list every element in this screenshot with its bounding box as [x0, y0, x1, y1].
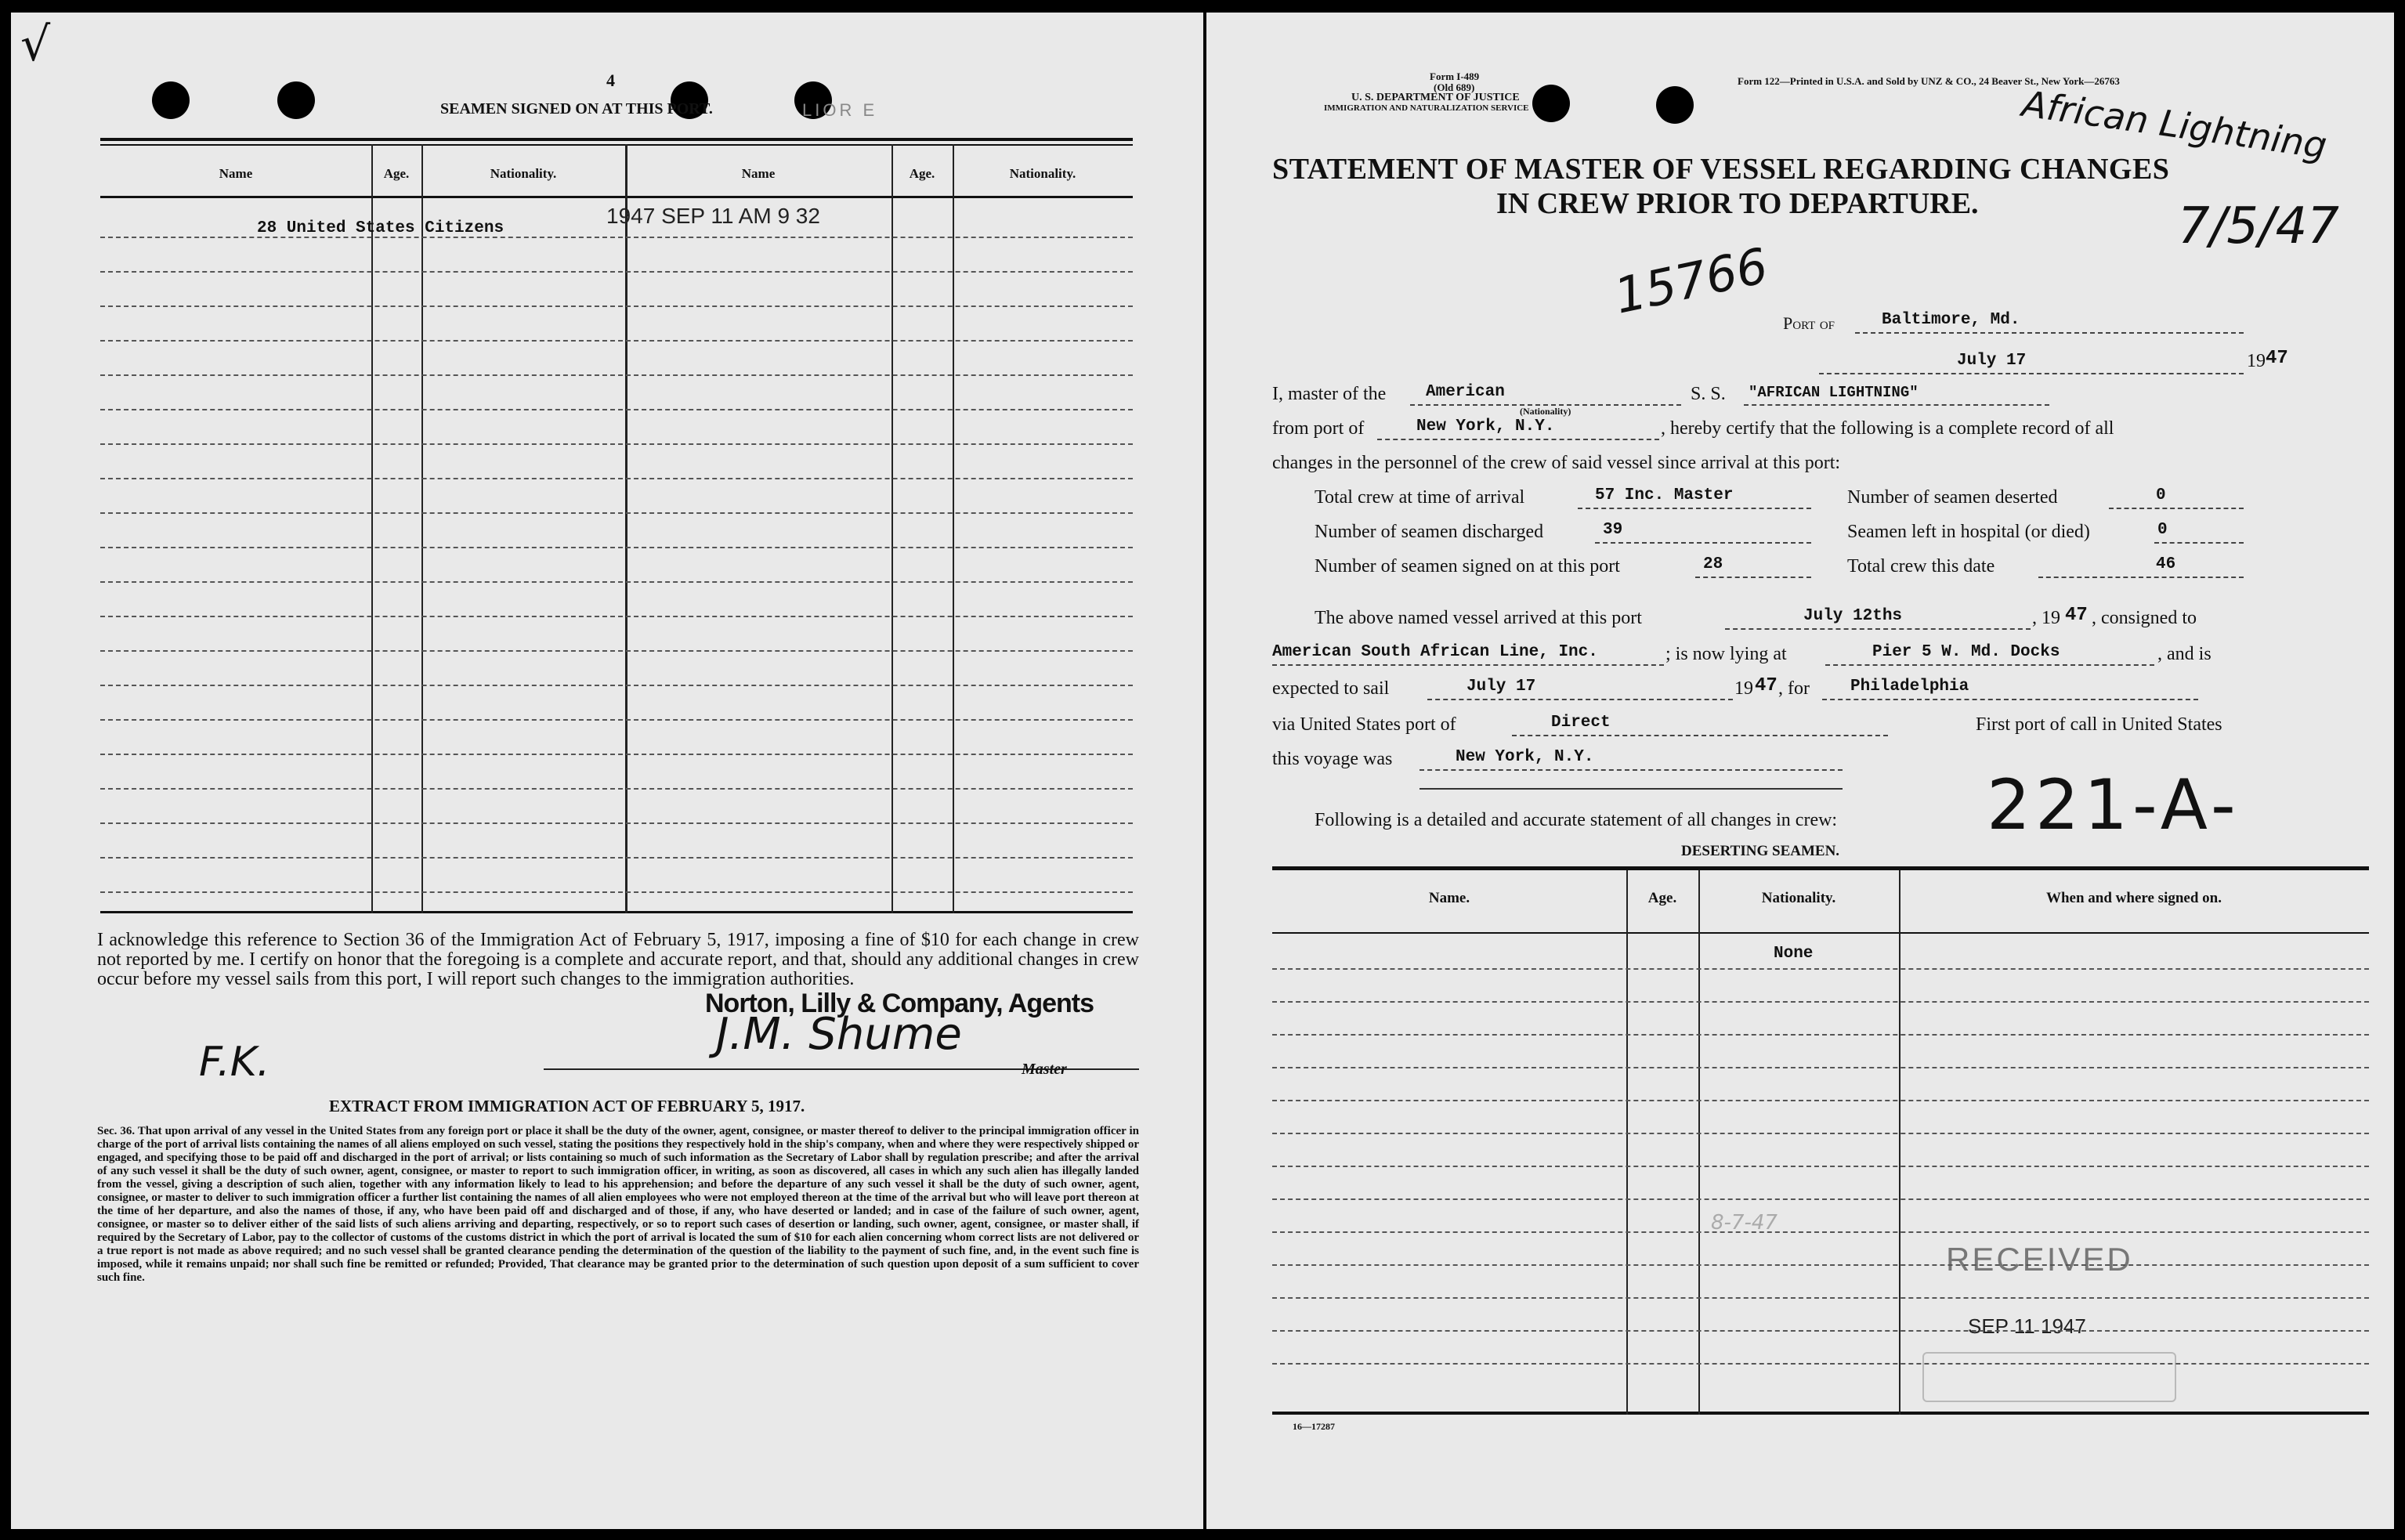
voyage-underline [1419, 788, 1843, 790]
received-date-stamp: SEP 11 1947 [1968, 1314, 2086, 1338]
voyage-field [1419, 744, 1843, 771]
table-entry: 28 United States Citizens [257, 219, 505, 237]
total-crew-label: Total crew at time of arrival [1315, 487, 1525, 508]
form-number: Form I-489 [1430, 70, 1480, 82]
arrived-field [1725, 603, 2031, 630]
consignee-value: American South African Line, Inc. [1272, 643, 1598, 661]
deserted-label: Number of seamen deserted [1847, 487, 2058, 508]
col-header-nationality: Nationality. [490, 166, 557, 181]
ship-name-field [1744, 379, 2049, 406]
hospital-label: Seamen left in hospital (or died) [1847, 522, 2090, 542]
faint-stamp-overlay: LIOR E [802, 100, 878, 120]
nationality-caption: (Nationality) [1520, 406, 1571, 417]
total-crew-value: 57 Inc. Master [1595, 486, 1734, 504]
discharged-label: Number of seamen discharged [1315, 522, 1544, 542]
voyage-label: this voyage was [1272, 749, 1393, 769]
right-page [1206, 13, 2394, 1529]
for-label: , for [1778, 678, 1810, 699]
hospital-field [2154, 517, 2244, 544]
destination-value: Philadelphia [1850, 678, 1969, 696]
discharged-field [1595, 517, 1811, 544]
sail-value: July 17 [1467, 678, 1536, 696]
page-number: 4 [606, 70, 615, 90]
port-field [1855, 307, 2244, 334]
ship-name: "AFRICAN LIGHTNING" [1749, 384, 1919, 401]
deserting-seamen-table [1272, 866, 2369, 1415]
deserted-value: 0 [2156, 486, 2166, 504]
and-is-label: , and is [2157, 644, 2212, 664]
agent-stamp: Norton, Lilly & Company, Agents [705, 989, 1094, 1018]
arrived-value: July 12ths [1803, 607, 1903, 625]
consigned-year-prefix: , 19 [2032, 608, 2060, 628]
master-of-label: I, master of the [1272, 384, 1387, 404]
nationality-field [1410, 379, 1681, 406]
sail-year: 47 [1755, 675, 1778, 696]
check-mark: √ [20, 17, 51, 72]
nationality-value: American [1426, 383, 1505, 401]
total-date-field [2038, 551, 2244, 578]
printer-line: Form 122—Printed in U.S.A. and Sold by UNZ & CO., 24 Beaver St., New York—26763 [1738, 75, 2120, 87]
sail-field [1427, 674, 1733, 700]
left-page [11, 13, 1203, 1529]
sail-label: expected to sail [1272, 678, 1390, 699]
punch-hole [152, 81, 190, 119]
col-header-age: Age. [1647, 890, 1677, 906]
form-old-number: (Old 689) [1434, 81, 1475, 93]
handwritten-file-number: 15766 [1609, 237, 1773, 325]
consigned-to-label: , consigned to [2092, 608, 2197, 628]
consignee-field [1272, 639, 1664, 666]
following-text: Following is a detailed and accurate statement of all changes in crew: [1315, 810, 1838, 830]
col-header-nationality: Nationality. [1761, 890, 1836, 906]
form-title-line1: STATEMENT OF MASTER OF VESSEL REGARDING CHANGES [1272, 153, 2170, 186]
punch-hole [277, 81, 315, 119]
date-field [1819, 348, 2244, 374]
total-date-value: 46 [2156, 555, 2176, 573]
col-header-name: Name [219, 166, 253, 181]
lying-at-value: Pier 5 W. Md. Docks [1872, 643, 2060, 661]
form-title-line2: IN CREW PRIOR TO DEPARTURE. [1496, 187, 1979, 220]
total-crew-field [1578, 483, 1811, 509]
master-label: Master [1022, 1061, 1067, 1078]
arrived-label: The above named vessel arrived at this port [1315, 608, 1642, 628]
first-port-label: First port of call in United States [1976, 714, 2222, 735]
table-entry-none: None [1774, 945, 1814, 963]
discharged-value: 39 [1603, 521, 1623, 539]
via-field [1512, 710, 1888, 736]
master-signature: J.M. Shume [716, 1009, 962, 1060]
seamen-signed-table [100, 138, 1133, 913]
col-header-name-2: Name [741, 166, 776, 181]
punch-hole [1656, 86, 1694, 124]
signed-on-value: 28 [1703, 555, 1723, 573]
col-header-age: Age. [383, 166, 410, 181]
destination-field [1822, 674, 2198, 700]
handwritten-date: 7/5/47 [2178, 197, 2339, 255]
lying-at-field [1825, 639, 2154, 666]
service-name: IMMIGRATION AND NATURALIZATION SERVICE [1324, 103, 1529, 113]
year-prefix: 19 [2247, 351, 2266, 371]
from-port-label: from port of [1272, 418, 1365, 439]
changes-text: changes in the personnel of the crew of said vessel since arrival at this port: [1272, 453, 1841, 473]
total-date-label: Total crew this date [1847, 556, 1995, 577]
handwritten-code: 221-A- [1987, 765, 2240, 845]
handwritten-vessel-name: African Lightning [2020, 82, 2330, 167]
arrived-year: 47 [2065, 605, 2088, 626]
lying-at-label: ; is now lying at [1665, 644, 1787, 664]
via-value: Direct [1551, 714, 1611, 732]
acknowledgment-text: I acknowledge this reference to Section 36 of the Immigration Act of February 5, 1917, imposing a fine of $10 for each change in crew not reported by me. I certify on honor that the foregoing is a complete and accurate report, and that, should any additional changes in crew occur before my vessel sails from this port, I will report such changes to the immigration authorities. [97, 930, 1139, 989]
year-value: 47 [2266, 348, 2288, 369]
handwritten-initials: F.K. [199, 1039, 270, 1086]
seal-stamp-image [1922, 1352, 2176, 1402]
col-header-age-2: Age. [909, 166, 935, 181]
date-stamp: 1947 SEP 11 AM 9 32 [606, 204, 820, 228]
signed-on-field [1695, 551, 1811, 578]
punch-hole [1532, 85, 1570, 122]
department-name: U. S. DEPARTMENT OF JUSTICE [1351, 92, 1520, 103]
hospital-value: 0 [2157, 521, 2168, 539]
deserting-title: DESERTING SEAMEN. [1681, 843, 1840, 859]
col-header-signed-on: When and where signed on. [2045, 890, 2222, 906]
date-value: July 17 [1957, 352, 2027, 370]
signed-on-label: Number of seamen signed on at this port [1315, 556, 1620, 577]
page-title: SEAMEN SIGNED ON AT THIS PORT. [440, 100, 713, 117]
port-value: Baltimore, Md. [1882, 311, 2020, 329]
voyage-value: New York, N.Y. [1456, 748, 1594, 766]
from-port-field [1377, 414, 1659, 440]
extract-title: EXTRACT FROM IMMIGRATION ACT OF FEBRUARY 5, 1917. [329, 1097, 805, 1115]
deserted-field [2109, 483, 2244, 509]
extract-text: Sec. 36. That upon arrival of any vessel in the United States from any foreign port or place it shall be the duty of the owner, agent, consignee, or master thereof to deliver to the principal immigration officer in charge of the port of arrival lists containing the names of all aliens employed on such vessel, stating the positions they respectively hold in the ship's company, when and where they were respectively shipped or engaged, and specifying those to be paid off and discharged in the port of arrival; or lists containing so much of such information as the Secretary of Labor shall by regulation prescribe; and after the arrival of any such vessel it shall be the duty of such owner, agent, consignee, or master to report to such immigration officer, in writing, as soon as discovered, all cases in which any such alien has illegally landed from the vessel, giving a description of such alien, together with any information likely to lead to his apprehension; and before the departure of any such vessel it shall be the duty of such owner, agent, consignee, or master to deliver to such immigration officer a further list containing the names of all alien employees who were not employed thereon at the time of the arrival but who will leave port thereon at the time of her departure, and also the names of those, if any, who have been paid off and discharged and of those, if any, who have deserted or landed; and in case of the failure of such owner, agent, consignee, or master so to deliver either of the said lists of such aliens arriving and departing, respectively, or so to report such cases of desertion or landing, such owner, agent, consignee, or master shall, if required by the Secretary of Labor, pay to the collector of customs of the customs district in which the port of arrival is located the sum of $10 for each alien concerning whom correct lists are not delivered or a true report is not made as above required; and no such vessel shall be granted clearance pending the determination of the question of the liability to the payment of such fine, and, in the event such fine is imposed, while it remains unpaid; nor shall such fine be remitted or refunded; Provided, That clearance may be granted prior to the determination of such question upon deposit of a sum sufficient to cover such fine. [97, 1125, 1139, 1284]
port-label: Port of [1783, 313, 1835, 333]
sail-year-prefix: 19 [1734, 678, 1753, 699]
col-header-nationality-2: Nationality. [1009, 166, 1076, 181]
ss-label: S. S. [1691, 384, 1726, 404]
footer-code: 16—17287 [1293, 1421, 1335, 1432]
via-label: via United States port of [1272, 714, 1456, 735]
from-port-value: New York, N.Y. [1416, 418, 1555, 436]
faint-date: 8-7-47 [1711, 1211, 1778, 1235]
col-header-name: Name. [1428, 890, 1470, 906]
received-stamp: RECEIVED [1946, 1241, 2133, 1278]
certify-text: , hereby certify that the following is a complete record of all [1661, 418, 2114, 439]
